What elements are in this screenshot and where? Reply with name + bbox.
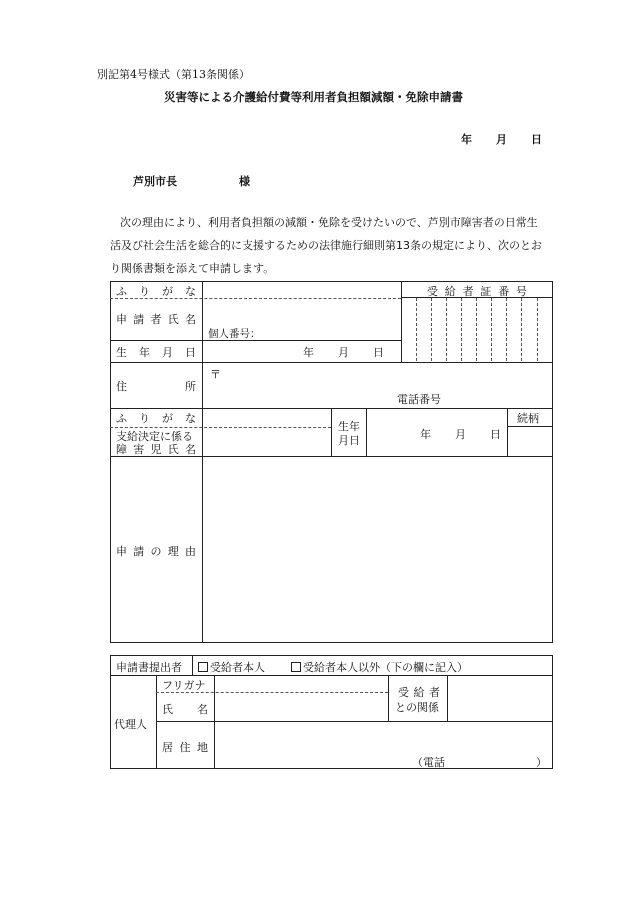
digit-divider-6: [491, 298, 492, 361]
date-day-label: 日: [531, 133, 542, 146]
submitter-label-divider: [192, 655, 193, 675]
birth-month-unit: 月: [338, 346, 349, 359]
intro-line-3: り関係書類を添えて申請します。: [110, 262, 275, 275]
address-label: 住 所: [116, 380, 196, 393]
relation-label-line2: との関係: [395, 701, 439, 714]
residence-label: 居 住 地: [162, 741, 208, 754]
digit-divider-5: [476, 298, 477, 361]
submitter-label: 申請書提出者: [116, 661, 182, 674]
birth-column-divider-right: [366, 408, 367, 456]
relationship-label: 続柄: [517, 412, 539, 425]
option-self[interactable]: 受給者本人: [198, 659, 265, 675]
individual-number-label: 個人番号：: [208, 328, 261, 340]
child-birth-month-unit: 月: [455, 428, 466, 441]
relation-left-divider: [388, 675, 389, 721]
agent-label-divider: [214, 675, 215, 769]
intro-line-1: 次の理由により、利用者負担額の減額・免除を受けたいので、芦別市障害者の日常生: [120, 216, 538, 229]
agent-furigana-label: フリガナ: [162, 679, 206, 692]
date-year-label: 年: [461, 133, 472, 146]
digit-divider-3: [446, 298, 447, 361]
date-month-label: 月: [496, 133, 507, 146]
form-title: 災害等による介護給付費等利用者負担額減額・免除申請書: [164, 90, 463, 104]
child-birth-day-unit: 日: [490, 428, 501, 441]
digit-divider-1: [416, 298, 417, 361]
addressee-suffix: 様: [239, 175, 250, 188]
relation-right-divider: [447, 675, 448, 721]
child-birth-year-unit: 年: [420, 428, 431, 441]
address-row-bottom: [110, 408, 553, 409]
digit-divider-7: [506, 298, 507, 361]
agent-label: 代理人: [114, 718, 147, 731]
checkbox-other[interactable]: [291, 662, 301, 672]
form-number: 別記第4号様式（第13条関係）: [97, 68, 250, 81]
digit-divider-9: [537, 298, 538, 361]
child-name-label-line2: 障 害 児 氏 名: [116, 443, 196, 456]
digit-divider-4: [461, 298, 462, 361]
applicant-name-label: 申 請 者 氏 名: [116, 313, 196, 326]
birth-date-label: 生 年 月 日: [116, 346, 196, 359]
digit-divider-8: [521, 298, 522, 361]
birth-day-unit: 日: [373, 346, 384, 359]
agent-name-label: 氏 名: [162, 703, 208, 716]
addressee: 芦別市長: [133, 175, 177, 188]
child-birth-label-line1: 生年: [338, 420, 360, 433]
child-birth-label-line2: 月日: [338, 434, 360, 447]
relationship-header-line: [507, 426, 553, 427]
agent-name-row-bottom: [156, 721, 553, 722]
agent-column-divider: [156, 675, 157, 769]
digit-divider-2: [431, 298, 432, 361]
birth-column-divider-left: [331, 408, 332, 456]
postal-mark: 〒: [210, 368, 221, 381]
submitter-row-bottom: [110, 675, 553, 676]
label-column-divider: [202, 281, 203, 643]
intro-line-2: 活及び社会生活を総合的に支援するための法律施行細則第13条の規定により、次のとお: [110, 239, 542, 252]
recipient-number-label: 受 給 者 証 番 号: [427, 285, 527, 298]
option-other[interactable]: 受給者本人以外（下の欄に記入）: [291, 659, 468, 675]
applicant-table-border: [110, 281, 553, 643]
relationship-column-divider: [507, 408, 508, 456]
agent-phone-close: ）: [536, 756, 547, 769]
agent-phone-open: （電話: [412, 756, 445, 769]
relation-label-line1: 受 給 者: [398, 686, 440, 699]
birth-year-unit: 年: [303, 346, 314, 359]
reason-label: 申 請 の 理 由: [116, 545, 196, 558]
birth-row-bottom: [110, 362, 553, 363]
phone-label: 電話番号: [397, 393, 441, 406]
recipient-column-divider: [401, 281, 402, 362]
furigana2-label: ふ り が な: [116, 412, 196, 425]
child-name-label: 支給決定に係る: [116, 430, 193, 443]
checkbox-self[interactable]: [198, 662, 208, 672]
furigana-label: ふ り が な: [116, 285, 196, 298]
